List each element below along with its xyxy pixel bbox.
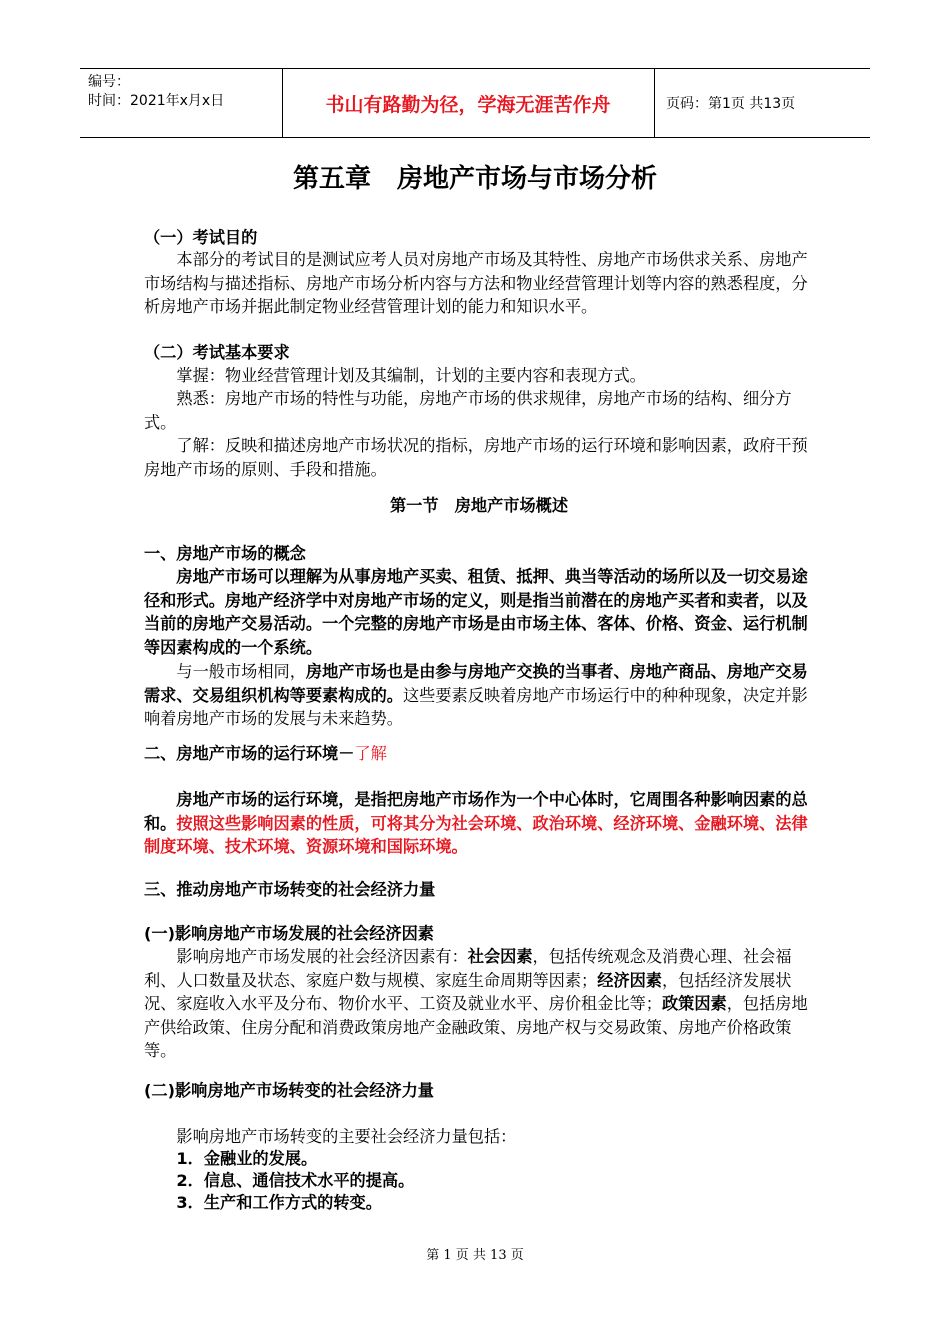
chapter-title: 第五章 房地产市场与市场分析 bbox=[292, 164, 657, 194]
motto: 书山有路勤为径，学海无涯苦作舟 bbox=[325, 93, 611, 116]
header-meta bbox=[88, 73, 280, 111]
exam-req-heading: （二）考试基本要求 bbox=[144, 343, 290, 362]
exam-req-master: 掌握：物业经营管理计划及其编制，计划的主要内容和表现方式。 bbox=[176, 366, 646, 385]
list-item: 2．信息、通信技术水平的提高。 bbox=[176, 1171, 415, 1190]
exam-req-understand: 了解：反映和描述房地产市场状况的指标，房地产市场的运行环境和影响因素，政府干预房地产市场的原则、手段和措施。 bbox=[144, 436, 808, 479]
s1-p2-tail: 这些要素反映着房地产市场运行中的种种现象，决定并影响着房地产市场的发展与未来趋势。 bbox=[144, 685, 808, 729]
divider bbox=[654, 69, 655, 137]
s1-p2-bold: 房地产市场也是由参与房地产交换的当事者、房地产商品、房地产交易需求、交易组织机构等要素构成的。 bbox=[144, 662, 808, 705]
s1-paragraph-2 bbox=[144, 660, 814, 731]
s2-paragraph bbox=[144, 788, 814, 859]
s3-sub2-lead: 影响房地产市场转变的主要社会经济力量包括： bbox=[176, 1127, 517, 1146]
s1-p2-lead: 与一般市场相同， bbox=[176, 662, 306, 681]
s3-sub2-heading: (二)影响房地产市场转变的社会经济力量 bbox=[144, 1081, 434, 1100]
s1-heading: 一、房地产市场的概念 bbox=[144, 544, 306, 563]
page-footer: 第 1 页 共 13 页 bbox=[426, 1248, 524, 1263]
exam-req-familiar: 熟悉：房地产市场的特性与功能，房地产市场的供求规律，房地产市场的结构、细分方式。 bbox=[144, 389, 792, 432]
policy-text: ，包括房地产供给政策、住房分配和消费政策房地产金融政策、房地产权与交易政策、房地产价格政策等。 bbox=[144, 994, 808, 1061]
page-info: 页码：第1页 共13页 bbox=[666, 96, 796, 112]
s3-sub1-paragraph bbox=[144, 945, 814, 1063]
s3-sub1-heading: (一)影响房地产市场发展的社会经济因素 bbox=[144, 924, 434, 943]
s1-paragraph-1: 房地产市场可以理解为从事房地产买卖、租赁、抵押、典当等活动的场所以及一切交易途径和形式。房地产经济学中对房地产市场的定义，则是指当前潜在的房地产买者和卖者，以及当前的房地产交易活动。一个完整的房地产市场是由市场主体、客体、价格、资金、运行机制等因素构成的一个系统。 bbox=[144, 567, 808, 657]
number-label: 编号： bbox=[88, 74, 130, 90]
list-item: 1．金融业的发展。 bbox=[176, 1149, 318, 1168]
econ-text: ，包括经济发展状况、家庭收入水平及分布、物价水平、工资及就业水平、房价租金比等； bbox=[144, 970, 792, 1014]
exam-goal-text: 本部分的考试目的是测试应考人员对房地产市场及其特性、房地产市场供求关系、房地产市场结构与描述指标、房地产市场分析内容与方法和物业经营管理计划等内容的熟悉程度，分析房地产市场并据此制定物业经营管理计划的能力和知识水平。 bbox=[144, 250, 808, 317]
policy-factor: 政策因素 bbox=[662, 994, 727, 1014]
section-title: 第一节 房地产市场概述 bbox=[389, 496, 569, 515]
list-item: 3．生产和工作方式的转变。 bbox=[176, 1193, 382, 1212]
s2-heading bbox=[144, 742, 814, 766]
s3-heading: 三、推动房地产市场转变的社会经济力量 bbox=[144, 880, 436, 899]
econ-factor: 经济因素 bbox=[597, 970, 662, 990]
page-header bbox=[80, 68, 870, 138]
social-factor: 社会因素 bbox=[467, 947, 533, 966]
s2-heading-text: 二、房地产市场的运行环境－ bbox=[144, 744, 355, 763]
time-label: 时间：2021年x月x日 bbox=[88, 93, 225, 109]
s3-sub1-lead: 影响房地产市场发展的社会经济因素有： bbox=[176, 947, 468, 966]
exam-goal-heading: （一）考试目的 bbox=[144, 228, 258, 247]
s2-text-red: 按照这些影响因素的性质，可将其分为社会环境、政治环境、经济环境、金融环境、法律制度环境、技术环境、资源环境和国际环境。 bbox=[144, 813, 808, 857]
social-text: ，包括传统观念及消费心理、社会福利、人口数量及状态、家庭户数与规模、家庭生命周期等因素； bbox=[144, 947, 792, 990]
s2-text: 房地产市场的运行环境，是指把房地产市场作为一个中心体时，它周围各种影响因素的总和。 bbox=[144, 790, 808, 833]
s2-heading-tag: 了解 bbox=[354, 744, 387, 763]
